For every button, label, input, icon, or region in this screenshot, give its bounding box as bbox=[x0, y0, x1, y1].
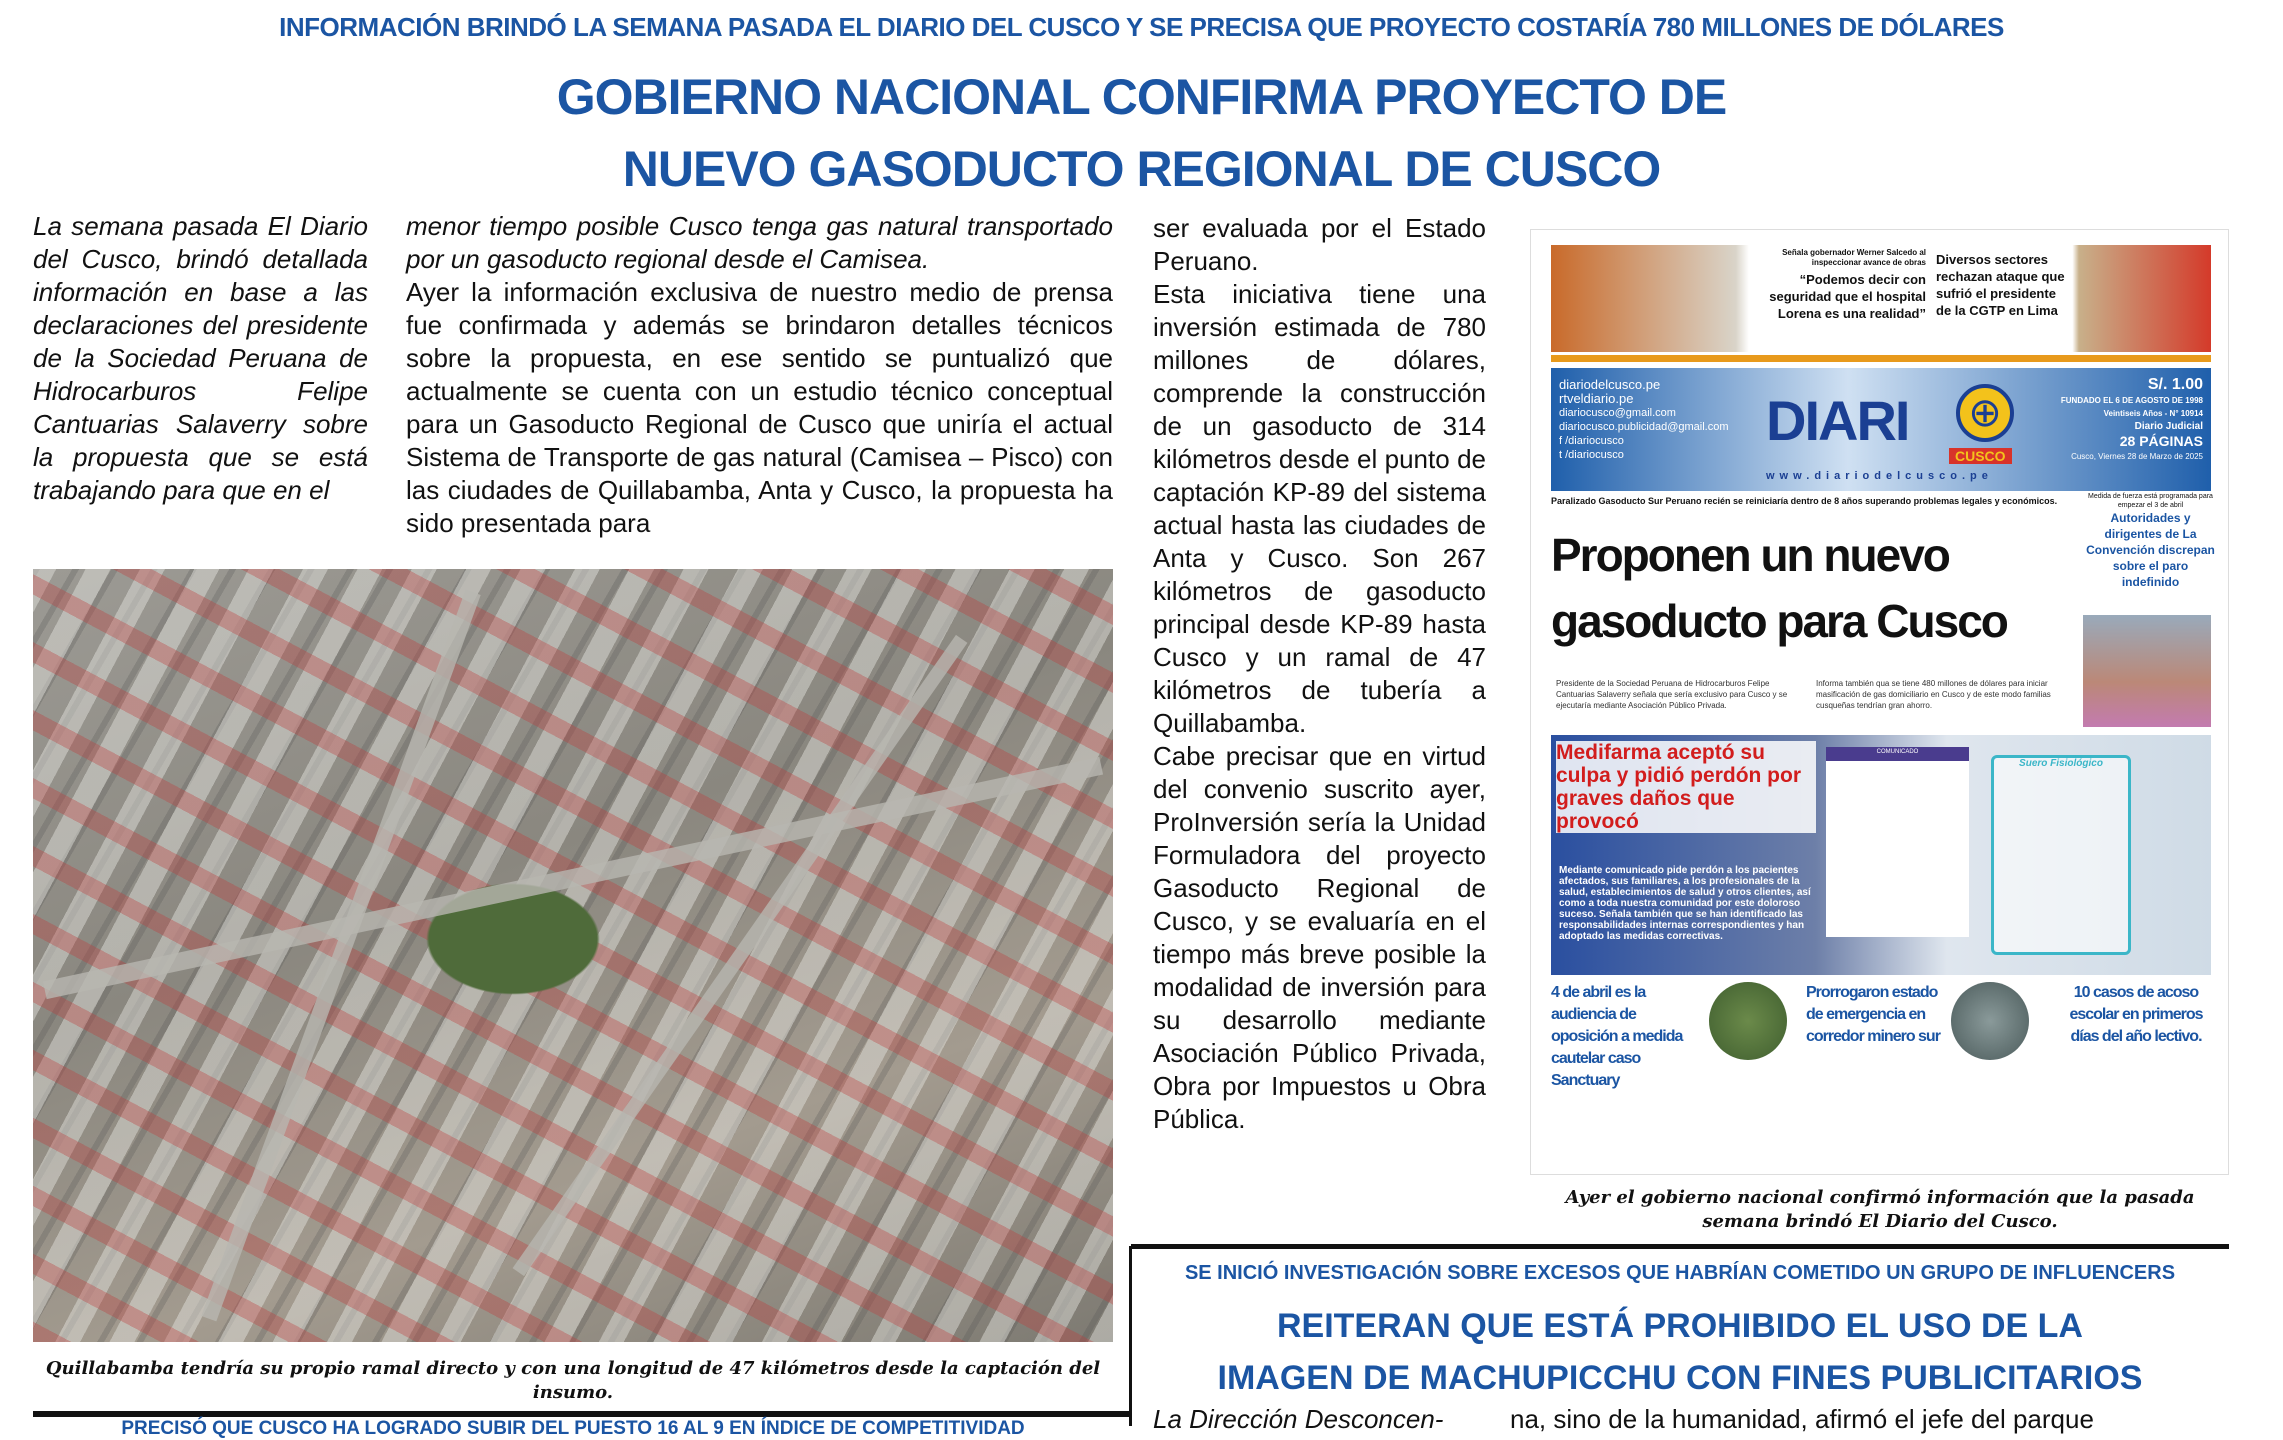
article-kicker: INFORMACIÓN BRINDÓ LA SEMANA PASADA EL DIARIO DEL CUSCO Y SE PRECISA QUE PROYECTO COSTARÍA 780 MILLONES DE DÓLARES bbox=[279, 12, 2004, 42]
body-paragraph: Ayer la información exclusiva de nuestro medio de prensa fue confirmada y además se brindaron detalles técnicos sobre la propuesta, en ese sentido se puntualizó que actualmente se cuenta con un estudio técnico conceptual para un Gasoducto Regional de Cusco que uniría el actual Sistema de Transporte de gas natural (Camisea – Pisco) con las ciudades de Quillabamba, Anta y Cusco, la propuesta ha sido presentada para bbox=[406, 277, 1113, 538]
top-right-headline: Diversos sectores rechazan ataque que sufrió el presidente de la CGTP en Lima bbox=[1936, 252, 2065, 318]
middle-column bbox=[406, 210, 1113, 540]
second-headline-line-2: IMAGEN DE MACHUPICCHU CON FINES PUBLICITARIOS bbox=[1217, 1359, 2143, 1397]
aerial-city-photo bbox=[33, 569, 1113, 1342]
contacts: diariodelcusco.pe rtveldiario.pe diariocusco@gmail.com diariocusco.publicidad@gmail.com f /diariocusco t /diariocusco bbox=[1559, 377, 1729, 461]
photo-caption: Quillabamba tendría su propio ramal directo y con una longitud de 47 kilómetros desde la captación del insumo. bbox=[45, 1358, 1101, 1403]
second-article-body: La Dirección Desconcen- bbox=[1153, 1404, 1444, 1434]
top-strip bbox=[1551, 245, 2211, 352]
bottom-photo bbox=[1951, 982, 2029, 1060]
masthead-info: S/. 1.00 FUNDADO EL 6 DE AGOSTO DE 1998 Veintiseis Años - N° 10914 Diario Judicial 28 PÁGINAS Cusco, Viernes 28 de Marzo de 2025 bbox=[2060, 376, 2203, 461]
bottom-photo bbox=[1709, 982, 1787, 1060]
lead-paragraph: La semana pasada El Diario del Cusco, brindó detallada información en base a las declaraciones del presidente de la Sociedad Peruana de Hidrocarburos Felipe Cantuarias Salaverry sobre la propuesta que se está trabajando para que en el bbox=[33, 211, 368, 505]
front-page-image bbox=[1530, 229, 2229, 1175]
headline-line-2: NUEVO GASODUCTO REGIONAL DE CUSCO bbox=[622, 141, 1661, 197]
front-subhead: Paralizado Gasoducto Sur Peruano recién se reiniciaría dentro de 8 años superando problemas legales y económicos. bbox=[1551, 496, 2058, 506]
divider bbox=[33, 1411, 1131, 1417]
front-dek: Presidente de la Sociedad Peruana de Hidrocarburos Felipe Cantuarias Salaverry señala que sería exclusivo para Cusco y se ejecutaría mediante Asociación Público Privada. bbox=[1556, 679, 1788, 710]
lead-continuation: menor tiempo posible Cusco tenga gas natural transportado por un gasoducto regional desde el Camisea. bbox=[406, 211, 1113, 274]
masthead bbox=[1551, 368, 2211, 491]
front-dek: Informa también qua se tiene 480 millones de dólares para iniciar masificación de gas domiciliario en Cusco y de este modo familias cusqueñas tendrían gran ahorro. bbox=[1816, 679, 2051, 710]
communique-image: COMUNICADO bbox=[1826, 747, 1969, 937]
facebook-icon: f /diariocusco bbox=[1559, 435, 1624, 447]
twitter-icon: t /diariocusco bbox=[1559, 449, 1624, 461]
top-kicker: Señala gobernador Werner Salcedo al inspeccionar avance de obras bbox=[1782, 248, 1926, 267]
masthead-url: www.diariodelcusco.pe bbox=[1766, 470, 1993, 482]
headline-line-1: GOBIERNO NACIONAL CONFIRMA PROYECTO DE bbox=[556, 69, 1727, 125]
body-paragraph: ser evaluada por el Estado Peruano. bbox=[1153, 213, 1486, 276]
third-article-kicker: PRECISÓ QUE CUSCO HA LOGRADO SUBIR DEL PUESTO 16 AL 9 EN ÍNDICE DE COMPETITIVIDAD bbox=[121, 1418, 1025, 1439]
logo-cusco: CUSCO bbox=[1949, 448, 2012, 464]
globe-icon: ⊕ bbox=[1956, 384, 2014, 442]
bottom-story: 4 de abril es la audiencia de oposición a medida cautelar caso Sanctuary bbox=[1551, 984, 1683, 1089]
medifarma-story: Medifarma aceptó su culpa y pidió perdón por graves daños que provocó Mediante comunicado pide perdón a los pacientes afectados, sus familiares, a los profesionales de la salud, establecimientos de salud y otros clientes, así como a toda nuestra comunidad por este doloroso suceso. Señala también que se han identificado las responsabilidades internas correspondientes y han adoptado las medidas correctivas. COMUNICADO Suero Fisiológico bbox=[1551, 735, 2211, 975]
right-column bbox=[1153, 212, 1486, 1136]
second-article-kicker: SE INICIÓ INVESTIGACIÓN SOBRE EXCESOS QUE HABRÍAN COMETIDO UN GRUPO DE INFLUENCERS bbox=[1184, 1262, 2176, 1284]
front-main-headline: Proponen un nuevo gasoducto para Cusco bbox=[1551, 529, 2007, 647]
front-page-caption: Ayer el gobierno nacional confirmó información que la pasada semana brindó El Diario del Cusco. bbox=[1565, 1187, 2195, 1232]
divider bbox=[1131, 1244, 2229, 1249]
saline-bag-image: Suero Fisiológico bbox=[1991, 755, 2131, 955]
orange-bar bbox=[1551, 355, 2211, 362]
bottom-story: Prorrogaron estado de emergencia en corredor minero sur bbox=[1806, 984, 1940, 1045]
second-article-body: na, sino de la humanidad, afirmó el jefe del parque bbox=[1510, 1404, 2094, 1434]
second-headline-line-1: REITERAN QUE ESTÁ PROHIBIDO EL USO DE LA bbox=[1276, 1307, 2083, 1345]
logo: DIARI bbox=[1766, 389, 1909, 452]
side-photo bbox=[2083, 615, 2211, 727]
top-quote: “Podemos decir con seguridad que el hospital Lorena es una realidad” bbox=[1769, 272, 1926, 321]
bottom-story: 10 casos de acoso escolar en primeros días del año lectivo. bbox=[2069, 984, 2203, 1045]
side-story: Medida de fuerza está programada para empezar el 3 de abril Autoridades y dirigentes de La Convención discrepan sobre el paro indefinido bbox=[2086, 493, 2215, 589]
body-paragraph: Esta iniciativa tiene una inversión estimada de 780 millones de dólares, comprende la construcción de un gasoducto de 314 kilómetros desde el punto de captación KP-89 del sistema actual hasta las ciudades de Anta y Cusco. Son 267 kilómetros de gasoducto principal desde KP-89 hasta Cusco y un ramal de 47 kilómetros de tubería a Quillabamba. bbox=[1153, 279, 1486, 738]
body-paragraph: Cabe precisar que en virtud del convenio suscrito ayer, ProInversión sería la Unidad Formuladora del proyecto Gasoducto Regional de Cusco, y se evaluaría en el tiempo más breve posible la modalidad de inversión para su desarrollo mediante Asociación Público Privada, Obra por Impuestos u Obra Pública. bbox=[1153, 741, 1486, 1134]
